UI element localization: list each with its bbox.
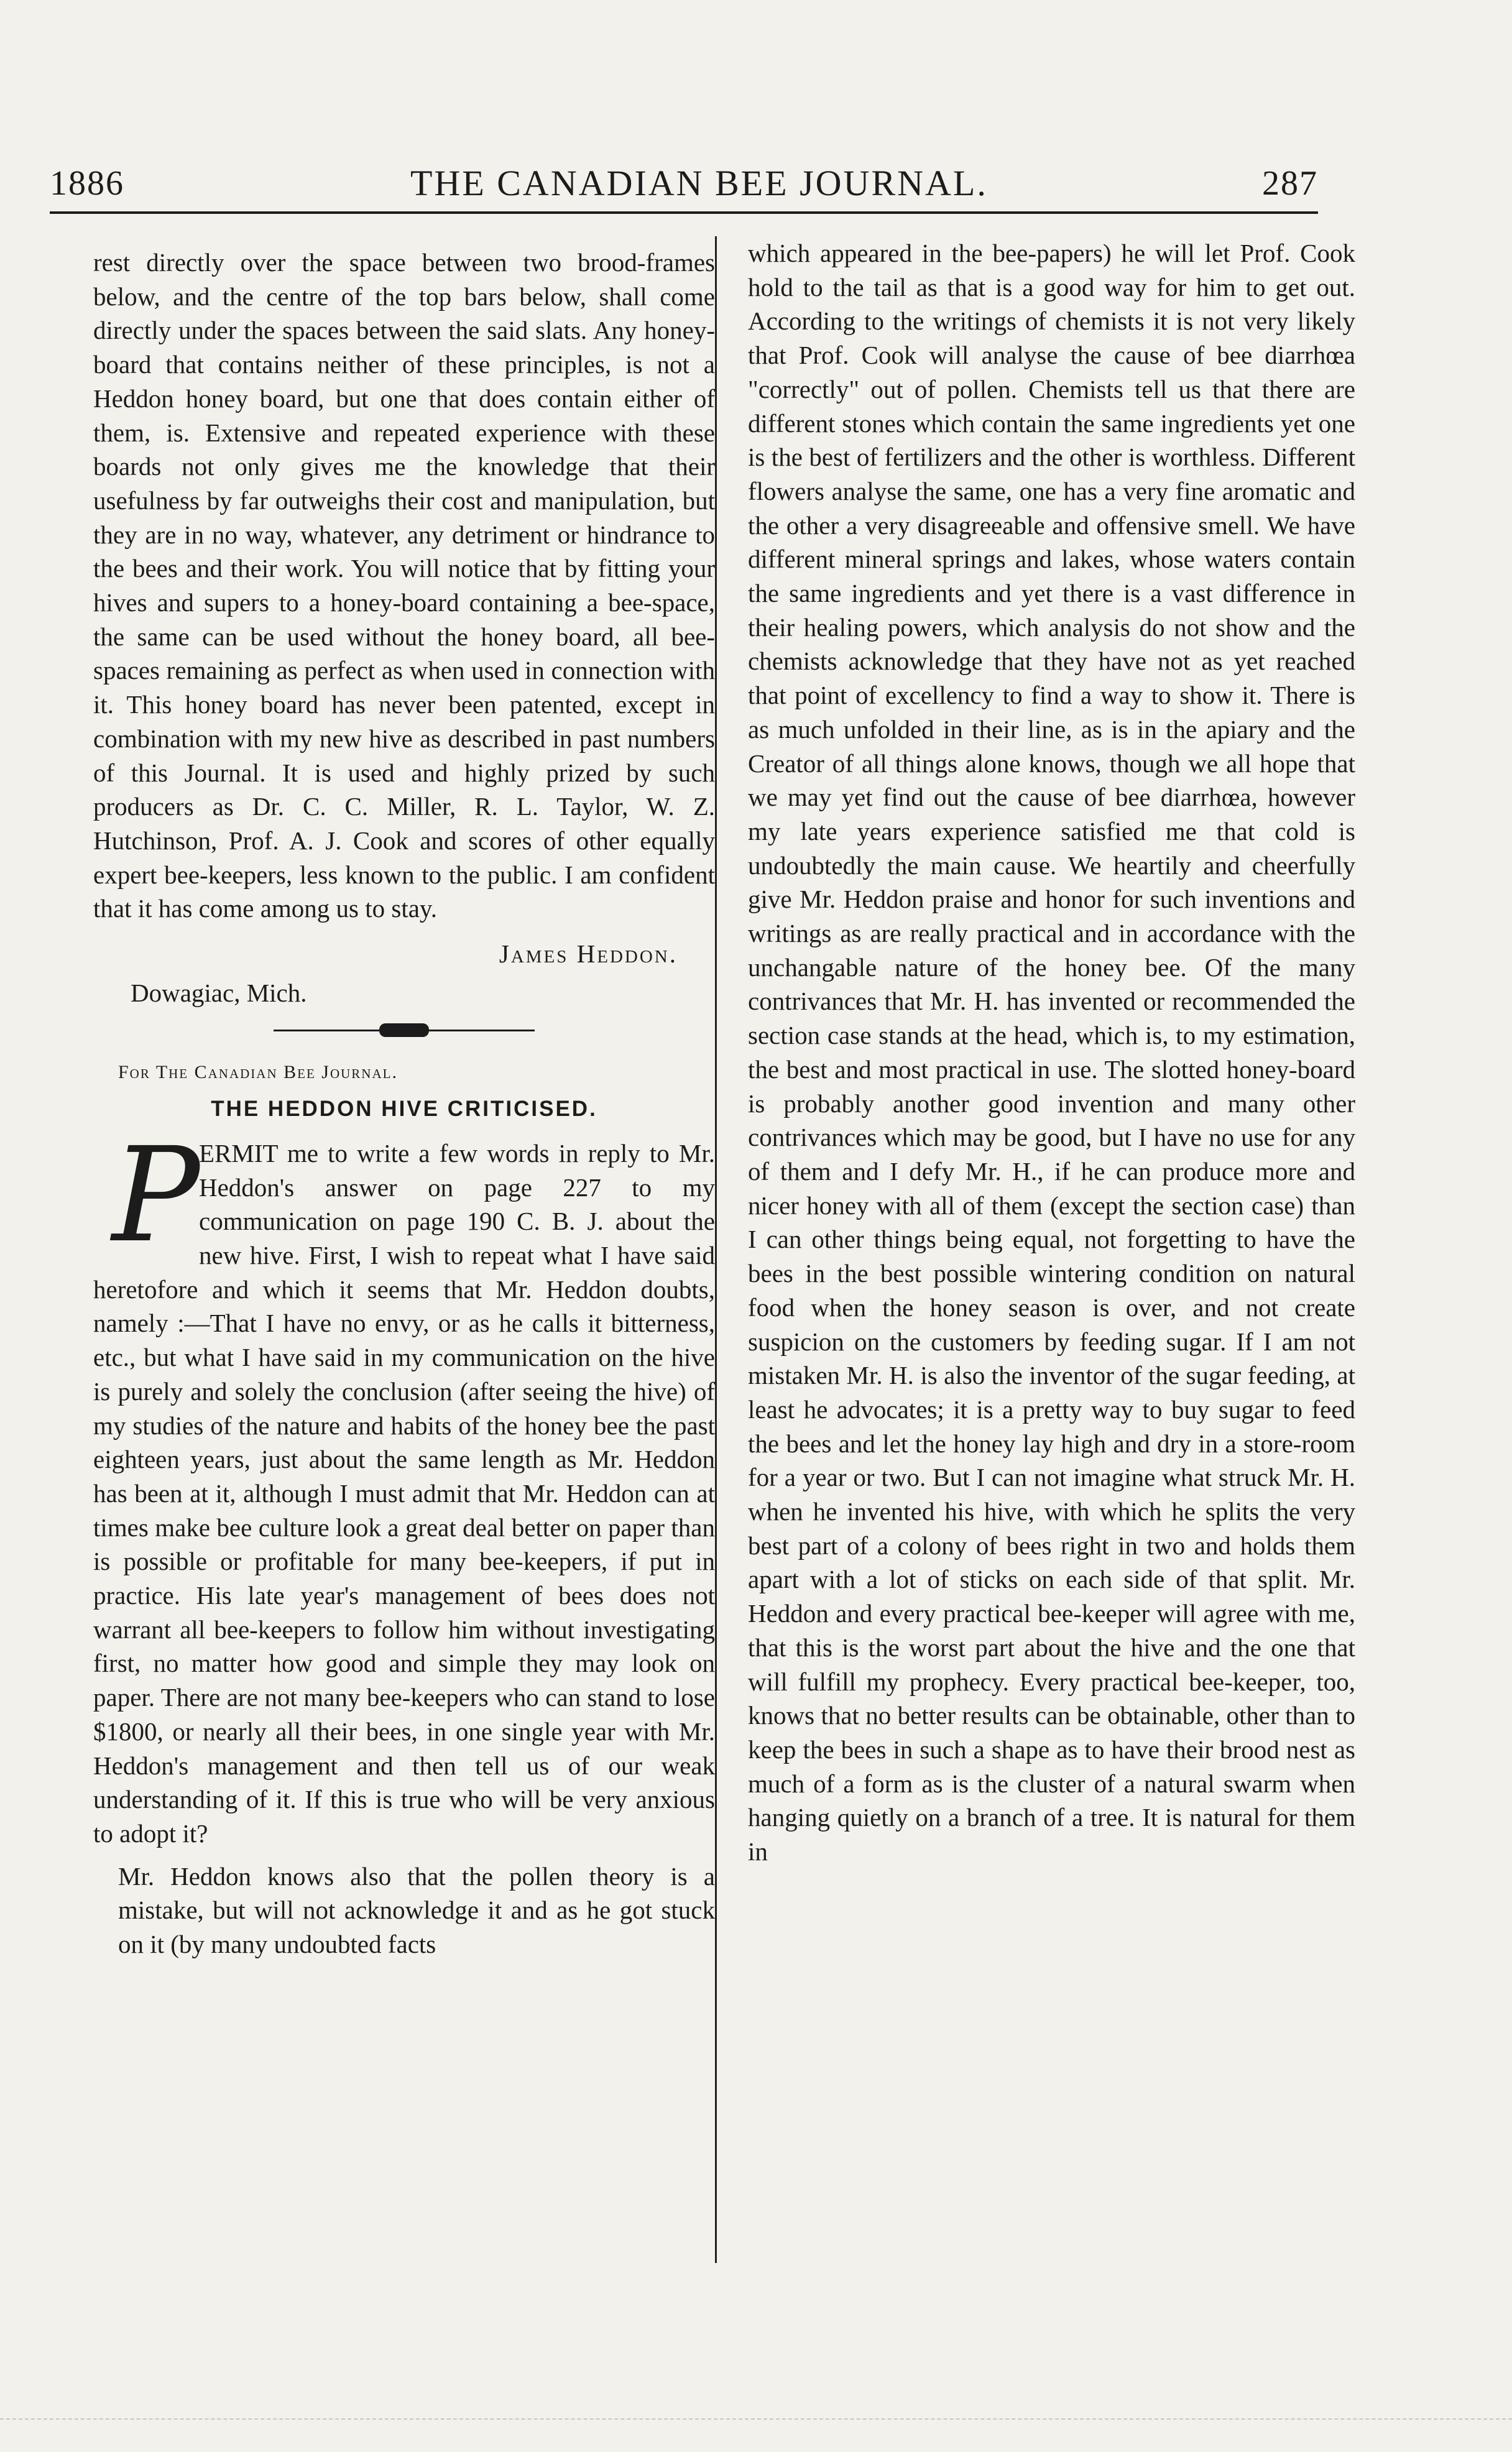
article-paragraph-1 xyxy=(93,1118,715,1851)
drop-cap-letter: P xyxy=(112,1118,200,1271)
running-head xyxy=(50,159,1318,208)
article-source: For The Canadian Bee Journal. xyxy=(118,1062,398,1083)
article-paragraph-2: Mr. Heddon knows also that the pollen theory is a mistake, but will not acknowledge it and as he got stuck on it (by many undoubted facts xyxy=(118,1861,715,1959)
page-edge xyxy=(0,2418,1512,2423)
author-place: Dowagiac, Mich. xyxy=(131,978,307,1007)
journal-title: THE CANADIAN BEE JOURNAL. xyxy=(410,163,988,203)
header-year: 1886 xyxy=(50,164,124,203)
header-rule xyxy=(50,211,1318,214)
author-signature: James Heddon. xyxy=(499,939,678,969)
right-column xyxy=(715,236,1355,2263)
article-title: THE HEDDON HIVE CRITICISED. xyxy=(211,1097,597,1122)
left-column xyxy=(93,246,715,1961)
paragraph-1-text: ERMIT me to write a few words in reply to Mr. Heddon's answer on page 227 to my communication on page 190 C. B. J. about the new hive. First, I wish to repeat what I have said heretofore and which it seems that Mr. Heddon doubts, namely :—That I have no envy, or as he calls it bitterness, etc., but what I have said in my communication on the hive is purely and solely the conclusion (after seeing the hive) of my studies of the nature and habits of the honey bee the past eighteen years, just about the same length as Mr. Heddon has been at it, although I must admit that Mr. Heddon can at times make bee culture look a great deal better on paper than is possible or profitable for many bee-keepers, if put in practice. His late year's management of bees does not warrant all bee-keepers to follow him without investigating first, no matter how good and simple they may look on paper. There are not many bee-keepers who can stand to lose $1800, or nearly all their bees, in one single year with Mr. Heddon's management and then tell us of our weak understanding of it. If this is true who will be very anxious to adopt it? xyxy=(93,1138,715,1848)
page-number: 287 xyxy=(1262,164,1318,203)
section-divider-ornament xyxy=(274,1021,535,1039)
continued-paragraph: rest directly over the space between two brood-frames below, and the centre of the top bars below, shall come directly under the spaces between the said slats. Any honey-board that contains neither of these principles, is not a Heddon honey board, but one that does contain either of them, is. Extensive and repeated experience with these boards not only gives me the knowledge that their usefulness by far outweighs their cost and manipulation, but they are in no way, whatever, any detriment or hindrance to the bees and their work. You will notice that by fitting your hives and supers to a honey-board containing a bee-space, the same can be used without the honey board, all bee-spaces remaining as perfect as when used in connection with it. This honey board has never been patented, except in combination with my new hive as described in past numbers of this Journal. It is used and highly prized by such producers as Dr. C. C. Miller, R. L. Taylor, W. Z. Hutchinson, Prof. A. J. Cook and scores of other equally expert bee-keepers, less known to the public. I am confident that it has come among us to stay. xyxy=(93,248,715,923)
right-column-text: which appeared in the bee-papers) he will let Prof. Cook hold to the tail as that is a good way for him to get out. According to the writings of chemists it is not very likely that Prof. Cook will analyse the cause of bee diarrhœa "correctly" out of pollen. Chemists tell us that there are different stones which contain the same ingredients yet one is the best of fertilizers and the other is worthless. Different flowers analyse the same, one has a very fine aromatic and the other a very disagreeable and offensive smell. We have different mineral springs and lakes, whose waters contain the same ingredients and yet there is a vast difference in their healing powers, which analysis do not show and the chemists acknowledge that they have not as yet reached that point of excellency to find a way to show it. There is as much unfolded in their line, as is in the apiary and the Creator of all things alone knows, though we all hope that we may yet find out the cause of bee diarrhœa, however my late years experience satisfied me that cold is undoubtedly the main cause. We heartily and cheerfully give Mr. Heddon praise and honor for such inventions and writings as are really practical and in accordance with the unchangable nature of the honey bee. Of the many contrivances that Mr. H. has invented or recommended the section case stands at the head, which is, to my estimation, the best and most practical in use. The slotted honey-board is probably another good invention and many other contrivances which may be good, but I have no use for any of them and I defy Mr. H., if he can produce more and nicer honey with all of them (except the section case) than I can other things being equal, not forgetting to have the bees in the best possible wintering condition on natural food when the honey season is over, and not create suspicion on the customers by feeding sugar. If I am not mistaken Mr. H. is also the inventor of the sugar feeding, at least he advocates; it is a pretty way to buy sugar to feed the bees and let the honey lay high and dry in a store-room for a year or two. But I can not imagine what struck Mr. H. when he invented his hive, with which he splits the very best part of a colony of bees right in two and holds them apart with a lot of sticks on each side of that split. Mr. Heddon and every practical bee-keeper will agree with me, that this is the worst part about the hive and the one that will fulfill my prophecy. Every practical bee-keeper, too, knows that no better results can be obtainable, other than to keep the bees in such a shape as to have their brood nest as much of a form as is the cluster of a natural swarm when hanging quietly on a branch of a tree. It is natural for them in xyxy=(748,239,1355,1866)
